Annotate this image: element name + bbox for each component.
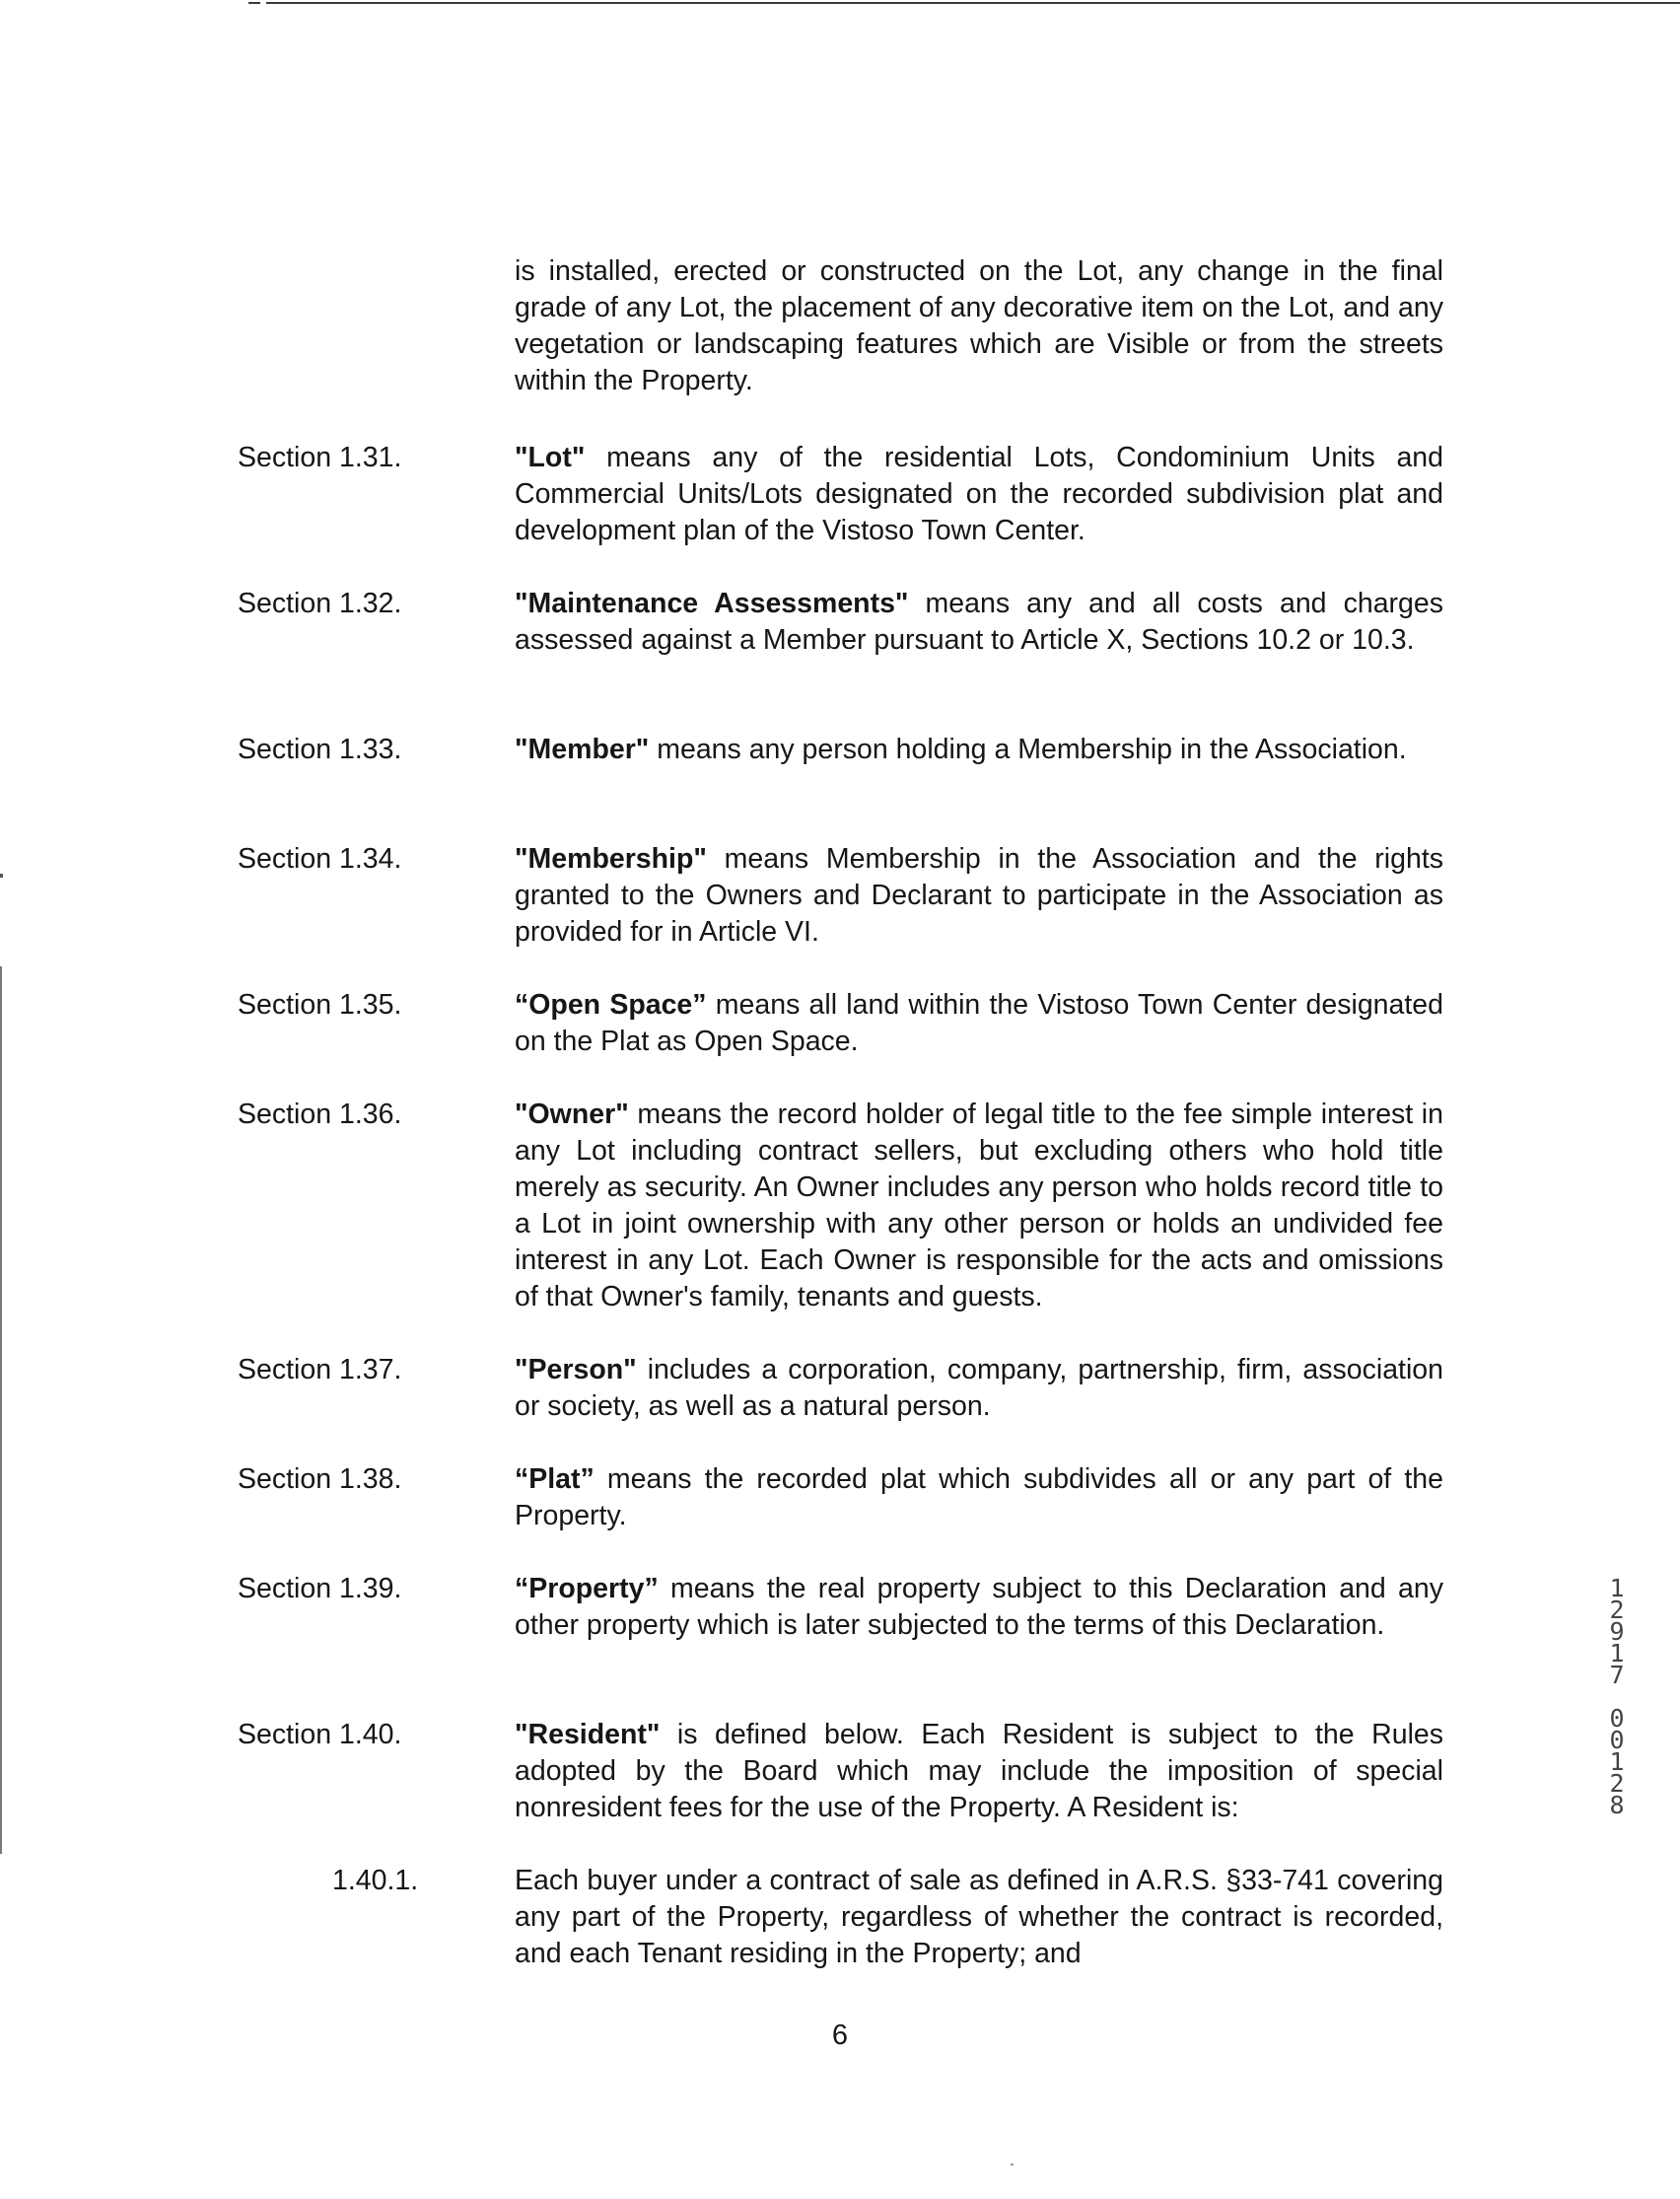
defined-term: "Member"	[515, 734, 650, 765]
defined-term: “Open Space”	[515, 989, 707, 1021]
defined-term: "Lot"	[515, 442, 586, 473]
definition-text: means the recorded plat which subdivides all or any part of the Property.	[515, 1463, 1443, 1531]
stamp-digit: 0	[1609, 1704, 1625, 1733]
page-number: 6	[831, 2020, 849, 2051]
section-definition	[515, 1097, 1443, 1315]
section-definition	[515, 586, 1443, 659]
section-label: Section 1.35.	[238, 989, 402, 1021]
defined-term: "Maintenance Assessments"	[515, 588, 909, 619]
section-definition	[515, 440, 1443, 549]
section-label: Section 1.31.	[238, 442, 402, 473]
stamp-digit: 2	[1609, 1596, 1625, 1624]
subsection-label: 1.40.1.	[332, 1865, 419, 1896]
section-label: Section 1.32.	[238, 588, 402, 619]
section-label: Section 1.40.	[238, 1719, 402, 1750]
definition-text: is defined below. Each Resident is subject to the Rules adopted by the Board which may include the imposition of special nonresident fees for the use of the Property. A Resident is:	[515, 1719, 1443, 1823]
stamp-digit: 8	[1609, 1791, 1625, 1819]
definition-text: means the record holder of legal title to the fee simple interest in any Lot including contract sellers, but excluding others who hold title merely as security. An Owner includes any person who holds record title to a Lot in joint ownership with any other person or holds an undivided fee interest in any Lot. Each Owner is responsible for the acts and omissions of that Owner's family, tenants and guests.	[515, 1099, 1443, 1312]
stamp-digit: 1	[1609, 1639, 1625, 1667]
stamp-digit: 7	[1609, 1661, 1625, 1689]
definition-text: means the real property subject to this Declaration and any other property which is later subjected to the terms of this Declaration.	[515, 1573, 1443, 1641]
section-definition	[515, 732, 1443, 768]
section-definition	[515, 987, 1443, 1060]
stamp-digit: 9	[1609, 1617, 1625, 1646]
section-definition	[515, 1717, 1443, 1826]
definition-text: means any person holding a Membership in the Association.	[649, 734, 1407, 765]
section-label: Section 1.33.	[238, 734, 402, 765]
definition-text: means Membership in the Association and the rights granted to the Owners and Declarant to participate in the Association as provided for in Article VI.	[515, 843, 1443, 948]
section-label: Section 1.34.	[238, 843, 402, 875]
definition-text: means any and all costs and charges assessed against a Member pursuant to Article X, Sections 10.2 or 10.3.	[515, 588, 1443, 656]
defined-term: "Membership"	[515, 843, 707, 875]
stamp-bottom-digits	[1603, 1704, 1631, 1819]
definition-text: means any of the residential Lots, Condominium Units and Commercial Units/Lots designated on the recorded subdivision plat and development plan of the Vistoso Town Center.	[515, 442, 1443, 546]
stamp-digit: 1	[1609, 1747, 1625, 1776]
recording-stamp	[1603, 1574, 1631, 1819]
section-definition	[515, 1571, 1443, 1644]
section-label: Section 1.36.	[238, 1099, 402, 1130]
definition-text: includes a corporation, company, partnership, firm, association or society, as well as a natural person.	[515, 1354, 1443, 1422]
defined-term: “Property”	[515, 1573, 659, 1604]
subsection-text: Each buyer under a contract of sale as defined in A.R.S. §33-741 covering any part of the Property, regardless of whether the contract is recorded, and each Tenant residing in the Property; and	[515, 1865, 1443, 1969]
defined-term: "Resident"	[515, 1719, 661, 1750]
section-label: Section 1.39.	[238, 1573, 402, 1604]
continuation-paragraph: is installed, erected or constructed on the Lot, any change in the final grade of any Lot, the placement of any decorative item on the Lot, and any vegetation or landscaping features which are Visible or from the streets within the Property.	[515, 255, 1443, 396]
stamp-digit: 0	[1609, 1726, 1625, 1754]
section-definition	[515, 1461, 1443, 1534]
definition-text: means all land within the Vistoso Town Center designated on the Plat as Open Space.	[515, 989, 1443, 1057]
scan-speck	[1011, 2164, 1014, 2165]
defined-term: “Plat”	[515, 1463, 595, 1495]
stamp-digit: 2	[1609, 1769, 1625, 1798]
section-definition	[515, 1352, 1443, 1425]
section-label: Section 1.37.	[238, 1354, 402, 1385]
section-definition	[515, 841, 1443, 951]
stamp-digit: 1	[1609, 1574, 1625, 1602]
defined-term: "Person"	[515, 1354, 637, 1385]
section-label: Section 1.38.	[238, 1463, 402, 1495]
stamp-top-digits	[1603, 1574, 1631, 1689]
defined-term: "Owner"	[515, 1099, 629, 1130]
